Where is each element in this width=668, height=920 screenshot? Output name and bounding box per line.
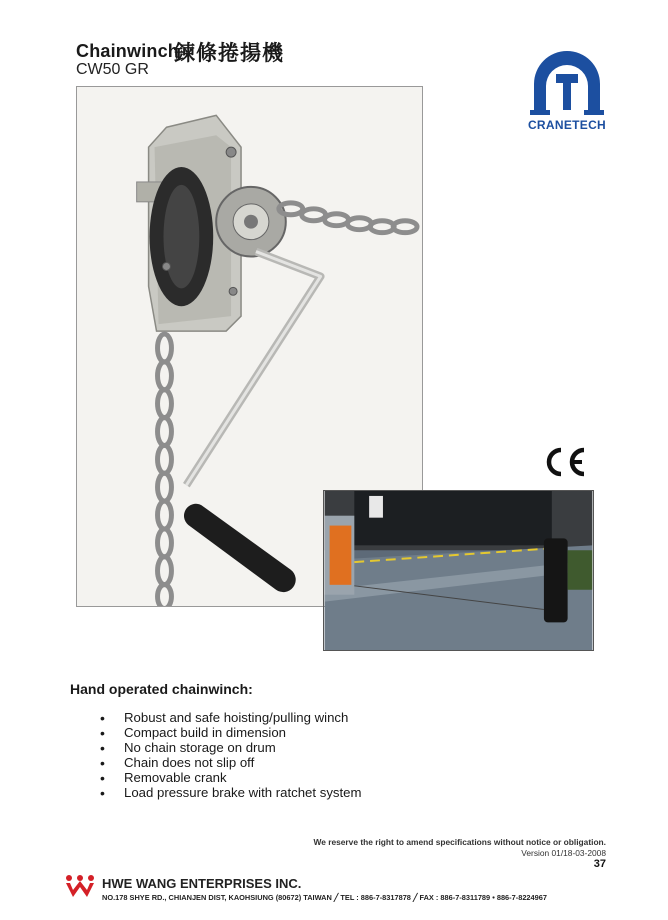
model-number: CW50 GR [76,61,149,78]
ce-mark-icon [543,445,587,479]
feature-item: • No chain storage on drum [100,741,362,756]
hwe-wang-logo [64,874,96,898]
parking-barrier-photo [323,490,594,651]
cranetech-logo-text: CRANETECH [527,118,607,132]
features-heading: Hand operated chainwinch: [70,681,253,697]
feature-item: • Load pressure brake with ratchet system [100,786,362,801]
feature-item: • Compact build in dimension [100,726,362,741]
product-title: Chainwinch [76,41,180,61]
disclaimer-text: We reserve the right to amend specifications without notice or obligation. [313,837,606,847]
feature-item: • Robust and safe hoisting/pulling winch [100,711,362,726]
product-title-chinese: 鍊條捲揚機 [174,41,284,65]
feature-item: • Removable crank [100,771,362,786]
company-name: HWE WANG ENTERPRISES INC. [102,876,302,891]
feature-item: • Chain does not slip off [100,756,362,771]
company-address: NO.178 SHYE RD., CHIANJEN DIST, KAOHSIUNG (80672) TAIWAN ╱ TEL : 886-7-8317878 ╱ FAX : 886-7-8311789 • 886-7-8224967 [102,893,547,902]
features-list [100,711,362,800]
page-number: 37 [593,858,606,870]
version-text: Version 01/18-03-2008 [521,848,606,858]
